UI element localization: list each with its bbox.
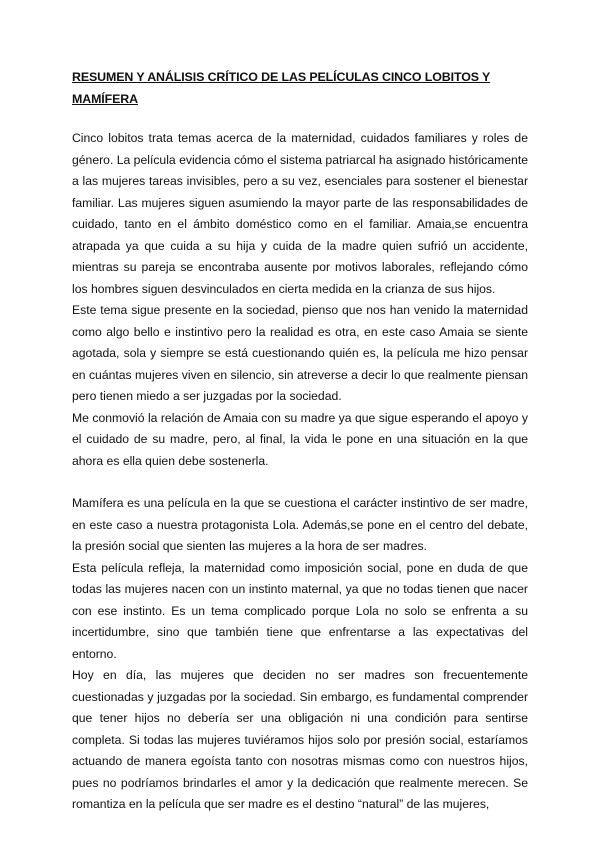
section-gap: [72, 472, 528, 493]
paragraph-cinco-lobitos-intro: Cinco lobitos trata temas acerca de la maternidad, cuidados familiares y roles de género. La película evidencia cómo el sistema patriarcal ha asignado históricamente a las mujeres tareas invisibles, pero a su vez, esenciales para sostener el bienestar familiar. Las mujeres siguen asumiendo la mayor parte de las responsabilidades de cuidado, tanto en el ámbito doméstico como en el familiar. Amaia,se encuentra atrapada ya que cuida a su hija y cuida de la madre quien sufrió un accidente, mientras su pareja se encontraba ausente por motivos laborales, reflejando cómo los hombres siguen desvinculados en cierta medida en la crianza de sus hijos.: [72, 131, 528, 296]
paragraph-cinco-lobitos-opinion: Este tema sigue presente en la sociedad, pienso que nos han venido la maternidad como algo bello e instintivo pero la realidad es otra, en este caso Amaia se siente agotada, sola y siempre se está cuestionando quién es, la película me hizo pensar en cuántas mujeres viven en silencio, sin atreverse a decir lo que realmente piensan pero tienen miedo a ser juzgadas por la sociedad.: [72, 303, 528, 403]
paragraph-mamifera-society: Hoy en día, las mujeres que deciden no ser madres son frecuentemente cuestionadas y juzgadas por la sociedad. Sin embargo, es fundamental comprender que tener hijos no debería ser una obligación ni una condición para sentirse completa. Si todas las mujeres tuviéramos hijos solo por presión social, estaríamos actuando de manera egoísta tanto con nosotras mismas como con nuestros hijos, pues no podríamos brindarles el amor y la dedicación que realmente merecen. Se romantiza en la película que ser madre es el destino “natural” de las mujeres,: [72, 668, 528, 811]
paragraph-mamifera-intro: Mamífera es una película en la que se cuestiona el carácter instintivo de ser madre, en este caso a nuestra protagonista Lola. Además,se pone en el centro del debate, la presión social que sienten las mujeres a la hora de ser madres.: [72, 496, 528, 553]
paragraph-cinco-lobitos-relation: Me conmovió la relación de Amaia con su madre ya que sigue esperando el apoyo y el cuidado de su madre, pero, al final, la vida le pone en una situación en la que ahora es ella quien debe sostenerla.: [72, 410, 528, 468]
paragraph-mamifera-imposition: Esta película refleja, la maternidad como imposición social, pone en duda de que todas las mujeres nacen con un instinto maternal, ya que no todas tienen que nacer con ese instinto. Es un tema complicado porque Lola no solo se enfrenta a su incertidumbre, sino que también tiene que enfrentarse a las expectativas del entorno.: [72, 560, 528, 661]
document-title: RESUMEN Y ANÁLISIS CRÍTICO DE LAS PELÍCULAS CINCO LOBITOS Y MAMÍFERA: [72, 70, 491, 106]
document-body: [72, 66, 528, 816]
